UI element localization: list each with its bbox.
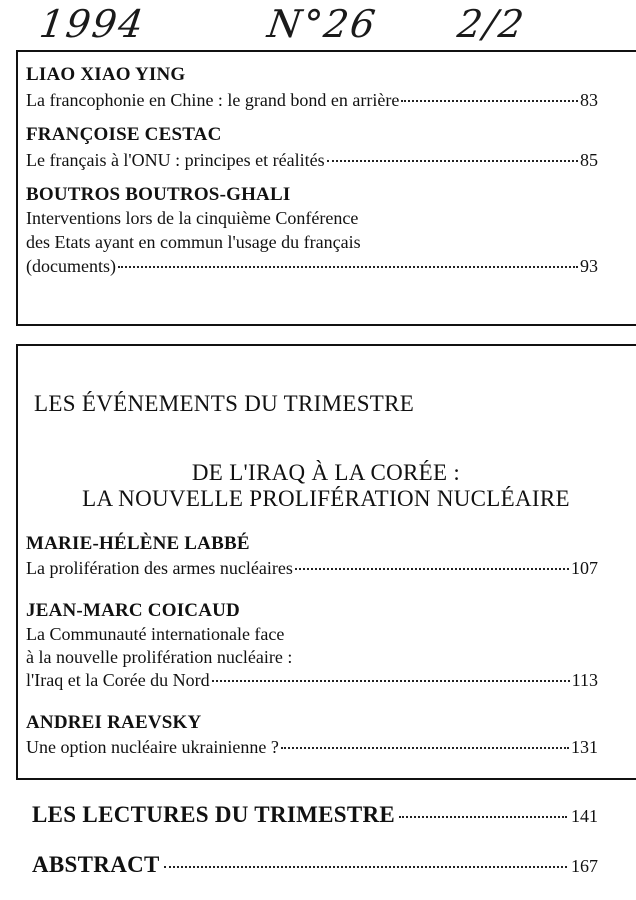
page-number: 141	[571, 806, 598, 826]
toc-entry-labbe[interactable]	[26, 558, 598, 579]
toc-entry-coicaud[interactable]	[26, 670, 598, 691]
dot-leader	[399, 816, 567, 818]
entry-line: Interventions lors de la cinquième Conférence	[26, 208, 359, 228]
entry-line: des Etats ayant en commun l'usage du français	[26, 232, 361, 252]
page-number: 113	[571, 670, 598, 690]
author-boutros-ghali: BOUTROS BOUTROS-GHALI	[26, 184, 291, 205]
entry-title: ABSTRACT	[32, 852, 160, 877]
entry-title: (documents)	[26, 256, 116, 276]
author-liao: LIAO XIAO YING	[26, 64, 186, 85]
dot-leader	[164, 866, 567, 868]
entry-title: Une option nucléaire ukrainienne ?	[26, 737, 279, 757]
handwritten-part: 2/2	[454, 2, 529, 46]
handwritten-issue: N°26	[264, 2, 380, 46]
heading-line-1: DE L'IRAQ À LA CORÉE :	[191, 460, 461, 485]
entry-title: Le français à l'ONU : principes et réalités	[26, 150, 325, 170]
toc-entry-raevsky[interactable]	[26, 737, 598, 758]
dot-leader	[401, 100, 578, 102]
dot-leader	[212, 680, 570, 682]
entry-line: à la nouvelle prolifération nucléaire :	[26, 647, 293, 667]
heading-line-2: LA NOUVELLE PROLIFÉRATION NUCLÉAIRE	[82, 486, 570, 511]
toc-entry-boutros-ghali[interactable]	[26, 256, 598, 277]
handwritten-year: 1994	[36, 2, 148, 46]
page-number: 131	[571, 737, 598, 757]
author-raevsky: ANDREI RAEVSKY	[26, 712, 202, 733]
entry-title: La francophonie en Chine : le grand bond en arrière	[26, 90, 400, 110]
author-cestac: FRANÇOISE CESTAC	[26, 124, 222, 145]
dot-leader	[281, 747, 569, 749]
toc-entry-cestac[interactable]	[26, 150, 598, 171]
dot-leader	[327, 160, 578, 162]
dot-leader	[295, 568, 569, 570]
entry-line: La Communauté internationale face	[26, 624, 285, 644]
author-labbe: MARIE-HÉLÈNE LABBÉ	[26, 533, 250, 554]
page-number: 85	[580, 150, 598, 170]
toc-entry-liao[interactable]	[26, 90, 598, 111]
dot-leader	[118, 266, 578, 268]
author-coicaud: JEAN-MARC COICAUD	[26, 600, 240, 621]
toc-entry-abstract[interactable]	[32, 852, 598, 878]
toc-entry-lectures[interactable]	[32, 802, 598, 828]
entry-title: l'Iraq et la Corée du Nord	[26, 670, 210, 690]
entry-title: LES LECTURES DU TRIMESTRE	[32, 802, 396, 827]
page-number: 93	[580, 256, 598, 276]
section-title: LES ÉVÉNEMENTS DU TRIMESTRE	[34, 391, 415, 416]
page-number: 107	[571, 558, 598, 578]
entry-title: La prolifération des armes nucléaires	[26, 558, 293, 578]
page-number: 83	[580, 90, 598, 110]
page-number: 167	[571, 856, 598, 876]
